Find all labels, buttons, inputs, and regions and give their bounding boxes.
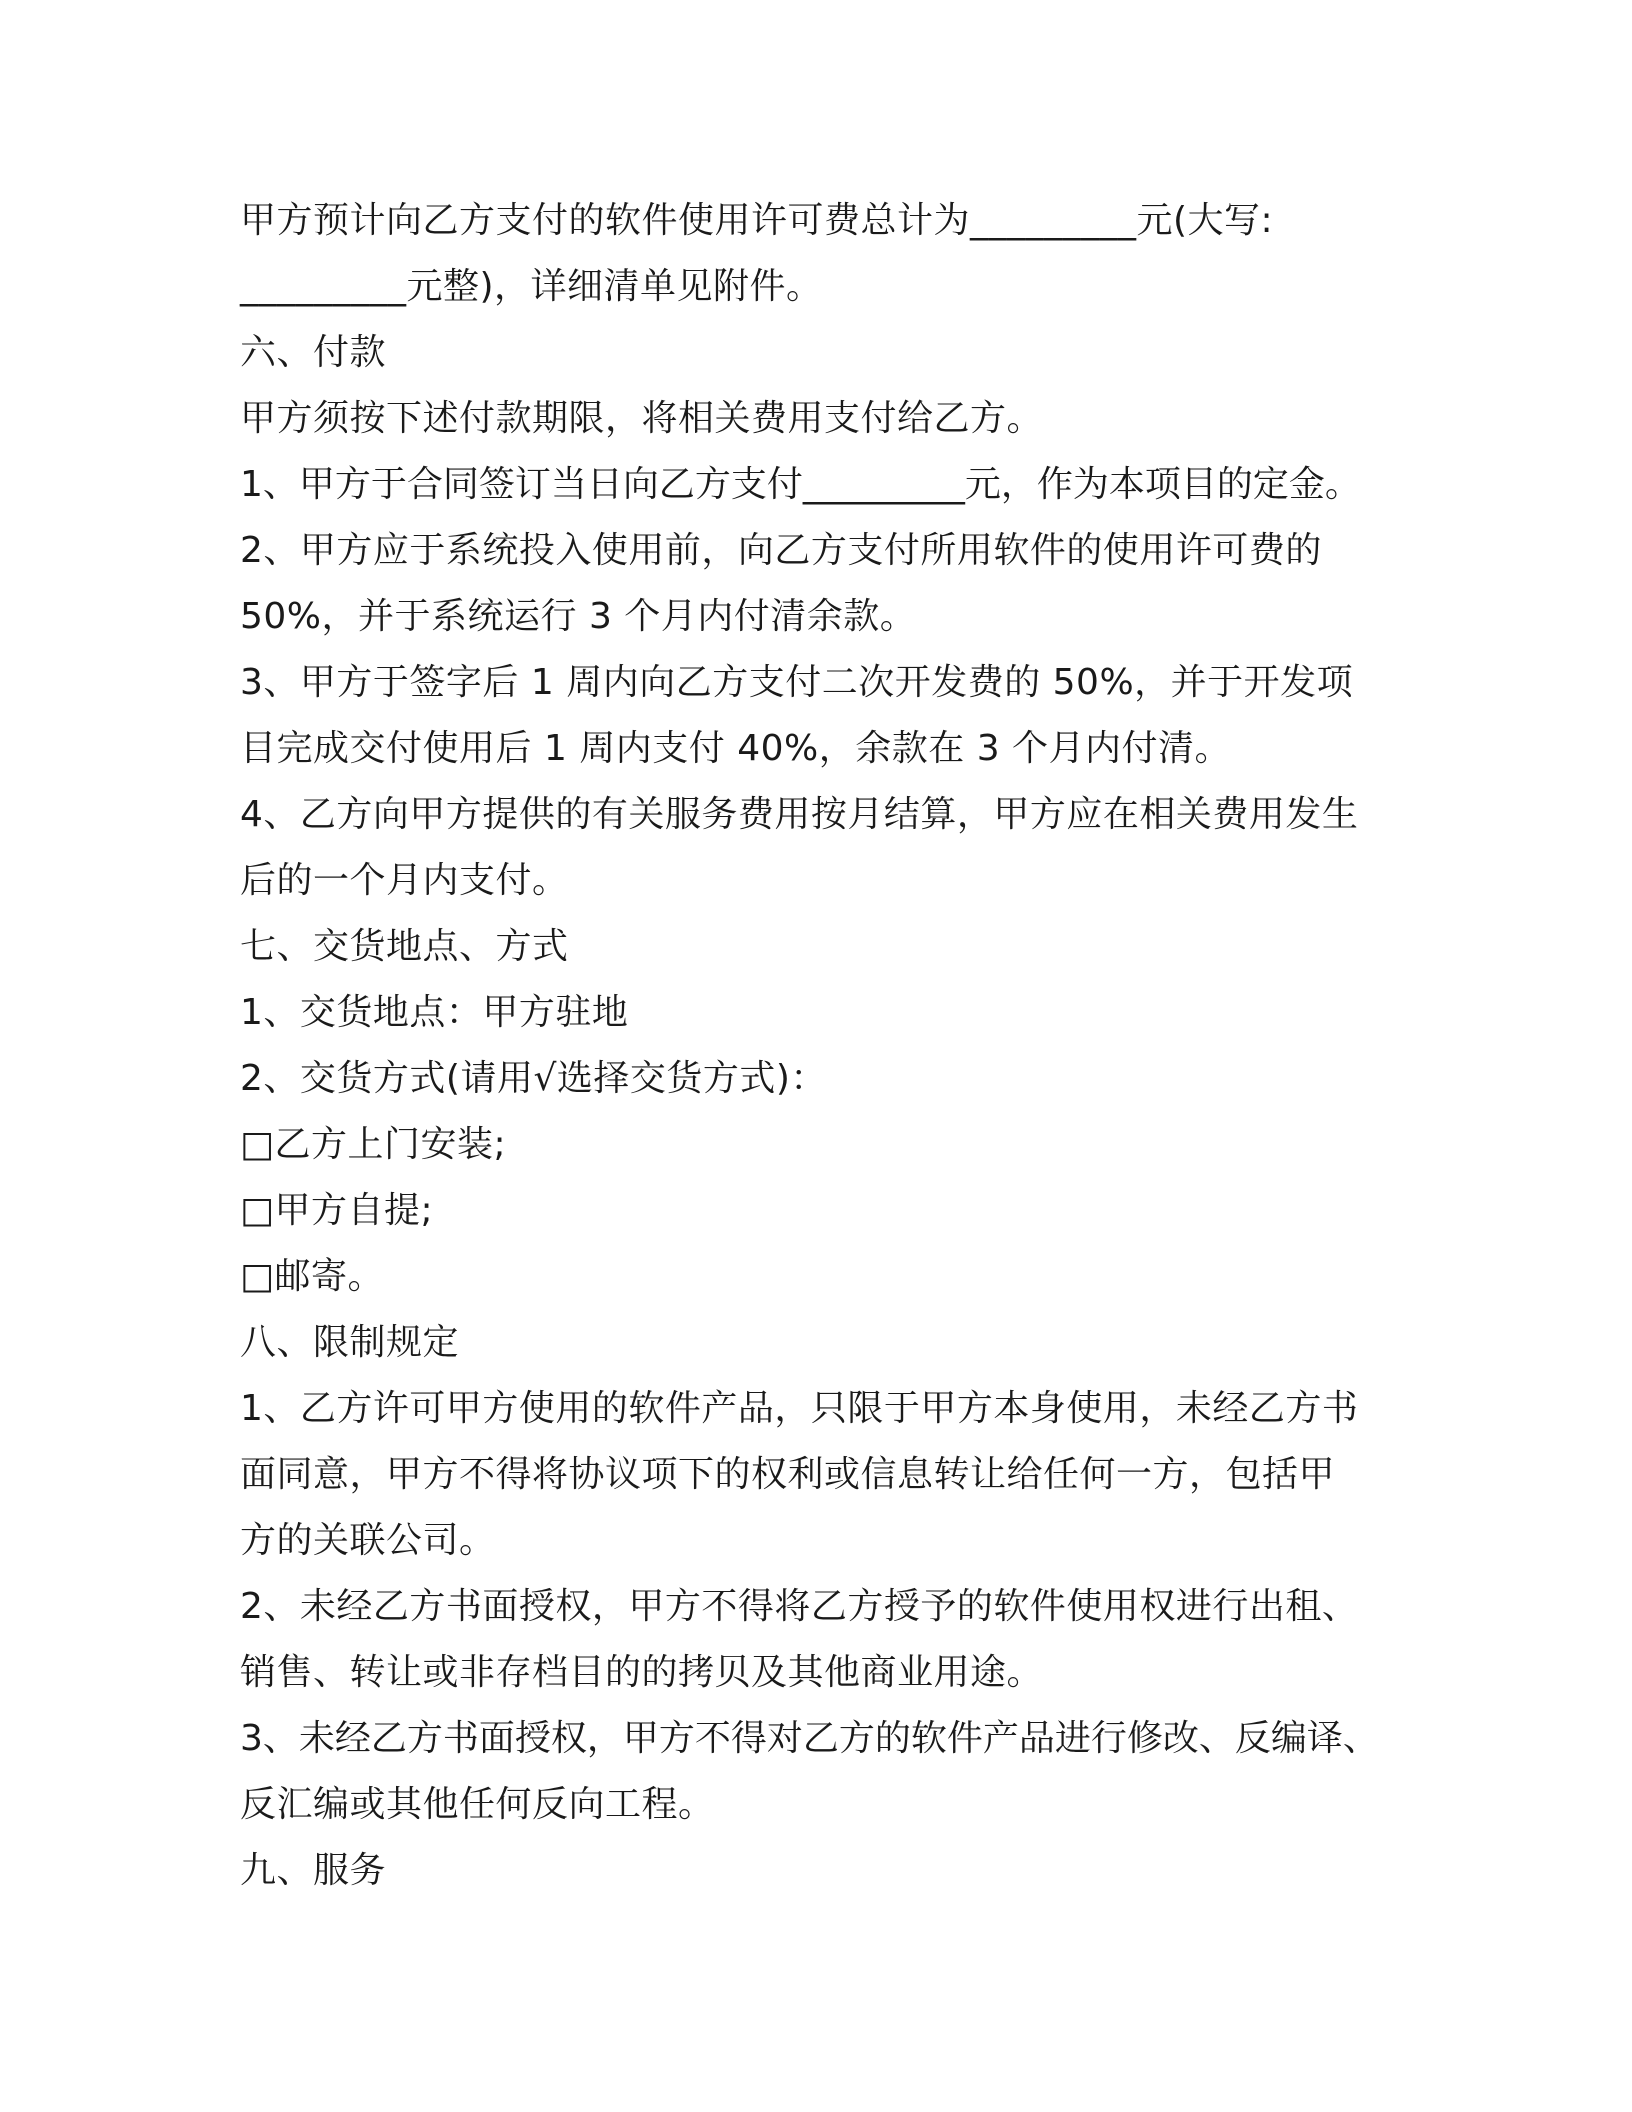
text-line-payment-intro: 甲方须按下述付款期限，将相关费用支付给乙方。	[240, 398, 1044, 439]
text-line-delivery-location: 1、交货地点：甲方驻地	[240, 992, 629, 1033]
section-heading-delivery: 七、交货地点、方式	[240, 926, 569, 967]
text-line-restriction-3b: 反汇编或其他任何反向工程。	[240, 1784, 715, 1825]
text-line-license-fee-total: 甲方预计向乙方支付的软件使用许可费总计为_________元(大写:	[240, 200, 1274, 241]
text-line-restriction-1b: 面同意，甲方不得将协议项下的权利或信息转让给任何一方，包括甲	[240, 1454, 1336, 1495]
text-line-payment-clause-3b: 目完成交付使用后 1 周内支付 40%，余款在 3 个月内付清。	[240, 728, 1232, 769]
checkbox-option-mail: □邮寄。	[240, 1256, 385, 1297]
text-line-restriction-2a: 2、未经乙方书面授权，甲方不得将乙方授予的软件使用权进行出租、	[240, 1586, 1359, 1627]
section-heading-restrictions: 八、限制规定	[240, 1322, 460, 1363]
text-line-restriction-3a: 3、未经乙方书面授权，甲方不得对乙方的软件产品进行修改、反编译、	[240, 1718, 1379, 1759]
text-line-payment-clause-4b: 后的一个月内支付。	[240, 860, 569, 901]
text-line-payment-clause-4a: 4、乙方向甲方提供的有关服务费用按月结算，甲方应在相关费用发生	[240, 794, 1359, 835]
text-line-delivery-method: 2、交货方式(请用√选择交货方式)：	[240, 1058, 827, 1099]
checkbox-option-onsite-install: □乙方上门安装;	[240, 1124, 507, 1165]
text-line-license-fee-capital: _________元整)，详细清单见附件。	[240, 266, 823, 307]
text-line-restriction-1c: 方的关联公司。	[240, 1520, 496, 1561]
text-line-restriction-2b: 销售、转让或非存档目的的拷贝及其他商业用途。	[240, 1652, 1044, 1693]
section-heading-service: 九、服务	[240, 1850, 387, 1891]
document-body	[240, 188, 1440, 1904]
text-line-payment-clause-3a: 3、甲方于签字后 1 周内向乙方支付二次开发费的 50%，并于开发项	[240, 662, 1354, 703]
text-line-payment-clause-2b: 50%，并于系统运行 3 个月内付清余款。	[240, 596, 917, 637]
text-line-payment-clause-2a: 2、甲方应于系统投入使用前，向乙方支付所用软件的使用许可费的	[240, 530, 1322, 571]
text-line-restriction-1a: 1、乙方许可甲方使用的软件产品，只限于甲方本身使用，未经乙方书	[240, 1388, 1359, 1429]
section-heading-payment: 六、付款	[240, 332, 387, 373]
checkbox-option-self-pickup: □甲方自提;	[240, 1190, 434, 1231]
text-line-payment-clause-1: 1、甲方于合同签订当日向乙方支付_________元，作为本项目的定金。	[240, 464, 1361, 505]
